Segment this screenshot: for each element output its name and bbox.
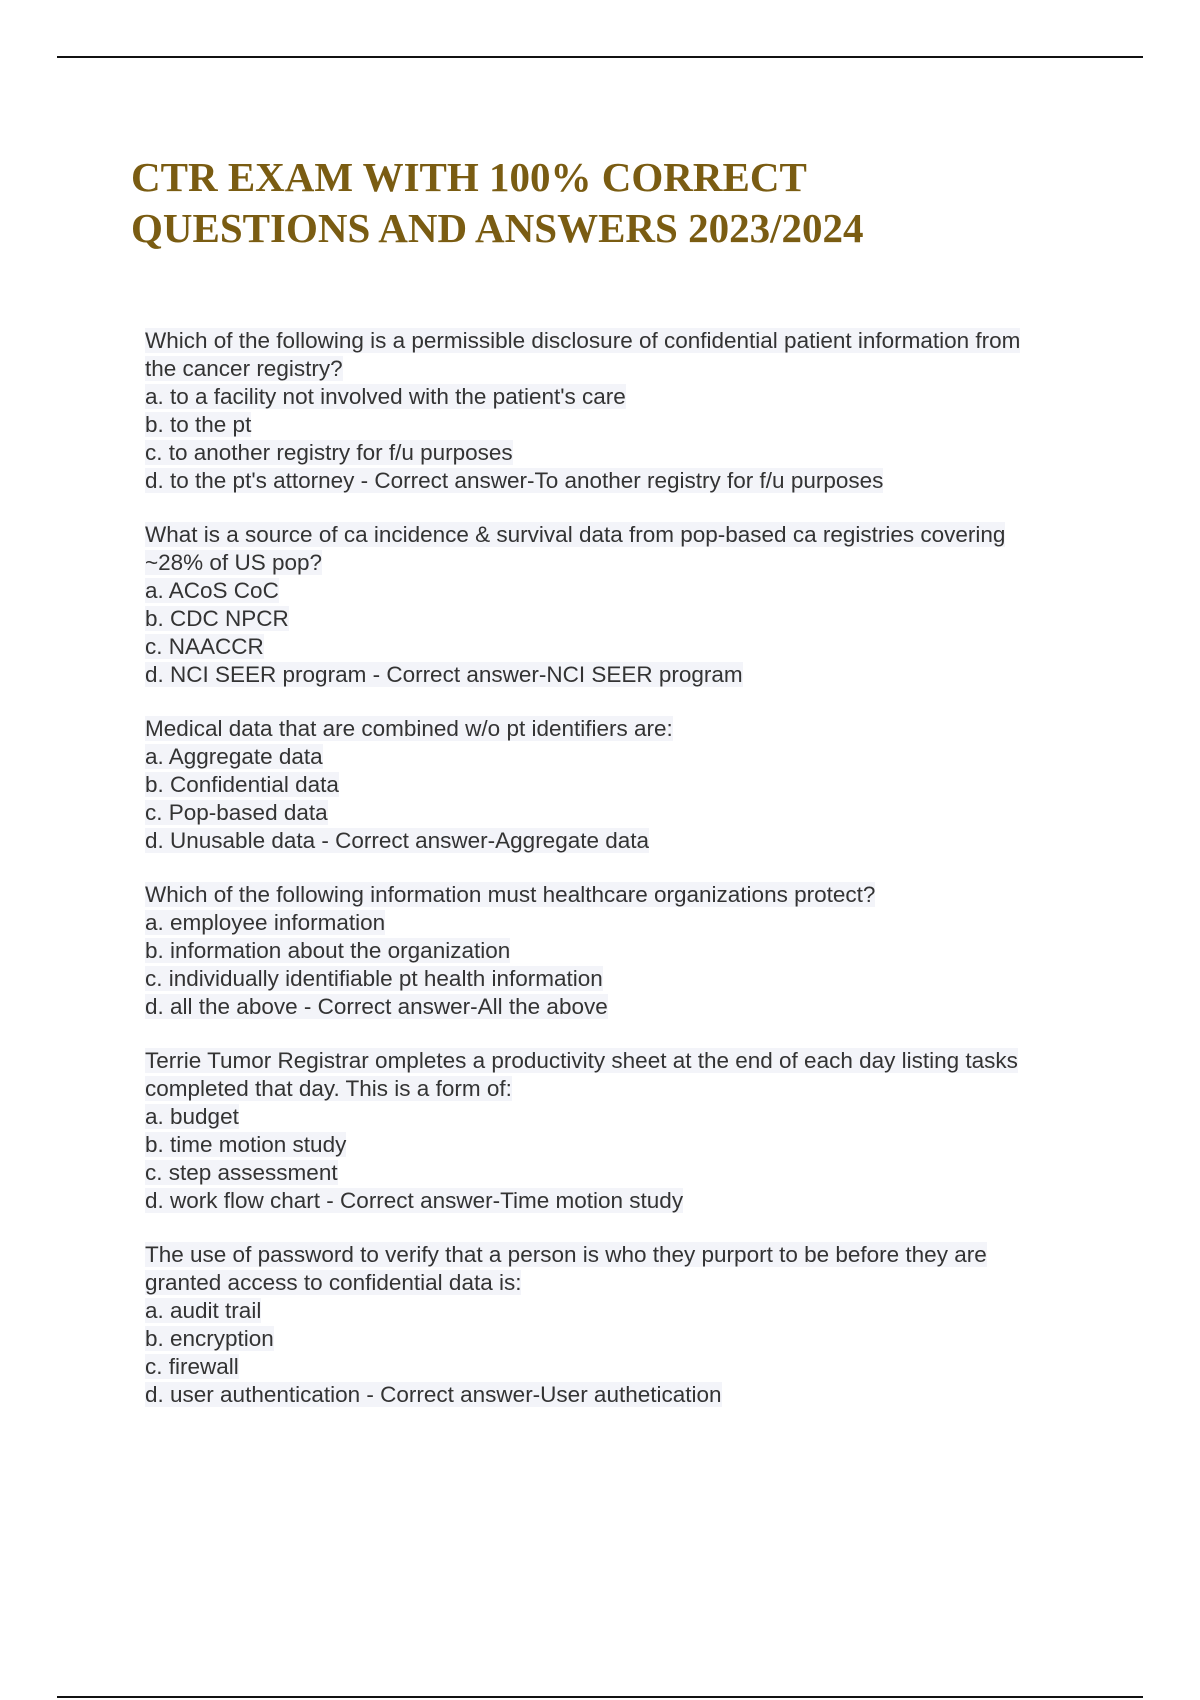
question-text: The use of password to verify that a person is who they purport to be before they are [145,1242,987,1267]
answer-option-c: c. firewall [145,1354,239,1379]
answer-option-c: c. individually identifiable pt health information [145,966,603,991]
question-block-4 [145,881,1095,1021]
question-text: ~28% of US pop? [145,550,323,575]
question-text: Terrie Tumor Registrar ompletes a productivity sheet at the end of each day listing tasks [145,1048,1018,1073]
answer-option-a: a. employee information [145,910,386,935]
question-text: What is a source of ca incidence & survival data from pop-based ca registries covering [145,522,1006,547]
answer-option-b: b. encryption [145,1326,274,1351]
answer-option-d-with-correct-answer: d. NCI SEER program - Correct answer-NCI SEER program [145,662,743,687]
answer-option-d-with-correct-answer: d. Unusable data - Correct answer-Aggregate data [145,828,650,853]
answer-option-b: b. time motion study [145,1132,347,1157]
question-text: Which of the following information must healthcare organizations protect? [145,882,876,907]
answer-option-b: b. to the pt [145,412,252,437]
answer-option-a: a. ACoS CoC [145,578,279,603]
question-block-2 [145,521,1095,689]
document-title [131,152,1091,254]
answer-option-a: a. budget [145,1104,239,1129]
title-line-1: CTR EXAM WITH 100% CORRECT [131,154,807,200]
answer-option-b: b. information about the organization [145,938,511,963]
answer-option-d-with-correct-answer: d. all the above - Correct answer-All the above [145,994,608,1019]
answer-option-a: a. to a facility not involved with the patient's care [145,384,626,409]
answer-option-b: b. Confidential data [145,772,339,797]
answer-option-d-with-correct-answer: d. to the pt's attorney - Correct answer-To another registry for f/u purposes [145,468,884,493]
question-text: granted access to confidential data is: [145,1270,522,1295]
question-block-5 [145,1047,1095,1215]
bottom-rule [57,1696,1143,1698]
answer-option-c: c. to another registry for f/u purposes [145,440,513,465]
answer-option-d-with-correct-answer: d. user authentication - Correct answer-User authetication [145,1382,722,1407]
top-rule [57,56,1143,58]
question-block-3 [145,715,1095,855]
question-text: completed that day. This is a form of: [145,1076,512,1101]
answer-option-d-with-correct-answer: d. work flow chart - Correct answer-Time motion study [145,1188,684,1213]
title-line-2: QUESTIONS AND ANSWERS 2023/2024 [131,205,864,251]
question-list [145,327,1095,1435]
question-text: Medical data that are combined w/o pt identifiers are: [145,716,673,741]
question-block-1 [145,327,1095,495]
answer-option-c: c. step assessment [145,1160,338,1185]
answer-option-c: c. NAACCR [145,634,264,659]
question-text: the cancer registry? [145,356,343,381]
answer-option-a: a. audit trail [145,1298,262,1323]
answer-option-c: c. Pop-based data [145,800,328,825]
answer-option-a: a. Aggregate data [145,744,323,769]
answer-option-b: b. CDC NPCR [145,606,289,631]
question-text: Which of the following is a permissible disclosure of confidential patient information from [145,328,1021,353]
question-block-6 [145,1241,1095,1409]
